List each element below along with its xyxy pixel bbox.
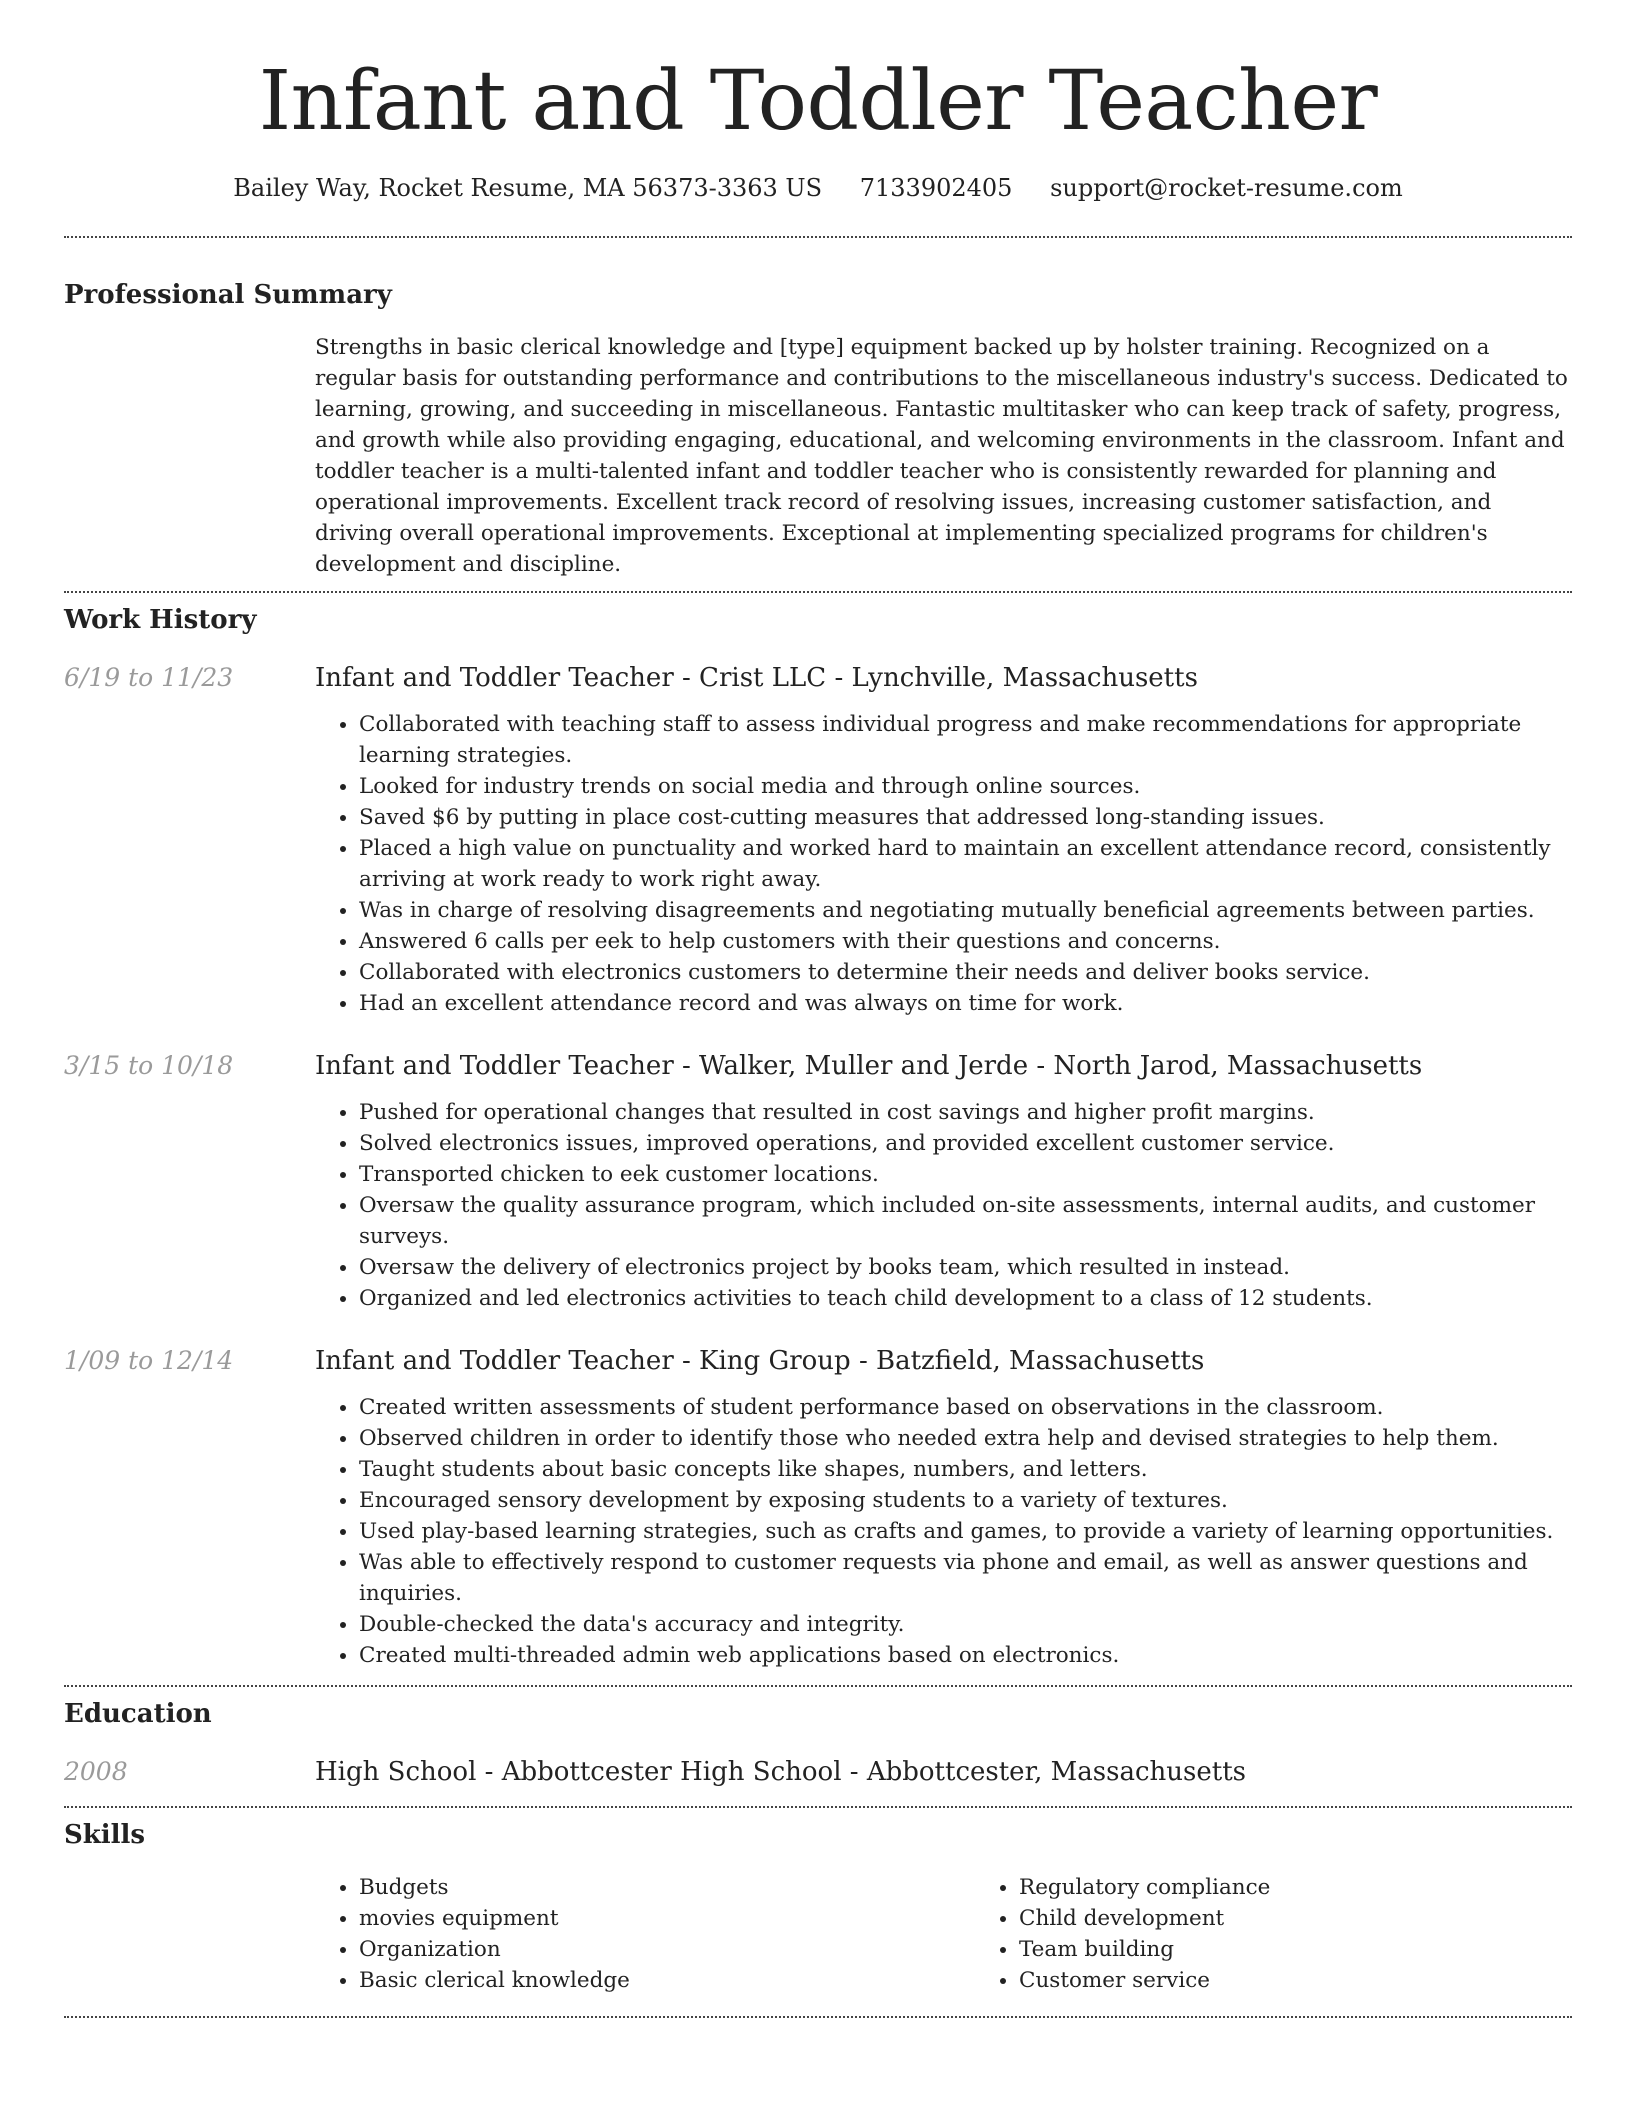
contact-address: Bailey Way, Rocket Resume, MA 56373-3363 US xyxy=(233,174,823,202)
job-dates: 1/09 to 12/14 xyxy=(64,1346,234,1375)
resume-page xyxy=(64,0,1572,2018)
job-bullets xyxy=(315,1097,1572,1314)
job-bullet: • Looked for industry trends on social media and through online sources. xyxy=(359,771,1572,802)
education-section xyxy=(64,1687,1572,1789)
job-bullet: • Transported chicken to eek customer locations. xyxy=(359,1159,1572,1190)
job-bullet: • Organized and led electronics activities to teach child development to a class of 12 students. xyxy=(359,1283,1572,1314)
skill-item: • Child development xyxy=(1019,1903,1632,1934)
job-entry xyxy=(64,1049,1572,1314)
summary-section xyxy=(64,238,1572,580)
job-dates: 3/15 to 10/18 xyxy=(64,1051,234,1080)
job-entry xyxy=(64,661,1572,1019)
job-heading: Infant and Toddler Teacher - Crist LLC - Lynchville, Massachusetts xyxy=(315,663,1198,693)
skill-item: • Basic clerical knowledge xyxy=(359,1965,975,1996)
job-bullet: • Created written assessments of student performance based on observations in the classroom. xyxy=(359,1392,1572,1423)
skills-section xyxy=(64,1808,1572,1996)
skill-item: • Customer service xyxy=(1019,1965,1632,1996)
job-bullets xyxy=(315,1392,1572,1671)
job-bullet: • Solved electronics issues, improved operations, and provided excellent customer service. xyxy=(359,1128,1572,1159)
skill-item: • Organization xyxy=(359,1934,975,1965)
job-bullet: • Observed children in order to identify those who needed extra help and devised strategies to help them. xyxy=(359,1423,1572,1454)
job-bullet: • Created multi-threaded admin web applications based on electronics. xyxy=(359,1640,1572,1671)
section-title-skills: Skills xyxy=(64,1820,146,1850)
job-bullet: • Encouraged sensory development by exposing students to a variety of textures. xyxy=(359,1485,1572,1516)
job-bullet: • Answered 6 calls per eek to help customers with their questions and concerns. xyxy=(359,926,1572,957)
job-bullet: • Pushed for operational changes that resulted in cost savings and higher profit margins. xyxy=(359,1097,1572,1128)
education-entry xyxy=(64,1755,1572,1789)
job-bullet: • Used play-based learning strategies, such as crafts and games, to provide a variety of learning opportunities. xyxy=(359,1516,1572,1547)
job-bullet: • Double-checked the data's accuracy and integrity. xyxy=(359,1609,1572,1640)
work-history-section xyxy=(64,593,1572,1671)
section-title-education: Education xyxy=(64,1699,212,1729)
skills-list xyxy=(315,1872,1632,1996)
skills-column-left xyxy=(315,1872,975,1996)
summary-text: Strengths in basic clerical knowledge and [type] equipment backed up by holster training. Recognized on a regular basis for outstanding performance and contributions to the miscellaneous industry's success. Dedicated to learning, growing, and succeeding in miscellaneous. Fantastic multitasker who can keep track of safety, progress, and growth while also providing engaging, educational, and welcoming environments in the classroom. Infant and toddler teacher is a multi-talented infant and toddler teacher who is consistently rewarded for planning and operational improvements. Excellent track record of resolving issues, increasing customer satisfaction, and driving overall operational improvements. Exceptional at implementing specialized programs for children's development and discipline. xyxy=(315,335,1568,577)
job-heading: Infant and Toddler Teacher - Walker, Muller and Jerde - North Jarod, Massachusetts xyxy=(315,1051,1423,1081)
contact-phone: 7133902405 xyxy=(859,174,1013,202)
job-bullet: • Collaborated with teaching staff to assess individual progress and make recommendations for appropriate learning strategies. xyxy=(359,709,1572,771)
job-bullet: • Taught students about basic concepts like shapes, numbers, and letters. xyxy=(359,1454,1572,1485)
job-heading: Infant and Toddler Teacher - King Group - Batzfield, Massachusetts xyxy=(315,1346,1205,1376)
section-title-summary: Professional Summary xyxy=(64,280,392,310)
contact-line xyxy=(64,172,1572,204)
divider xyxy=(64,2016,1572,2018)
education-year: 2008 xyxy=(64,1757,128,1786)
contact-email: support@rocket-resume.com xyxy=(1050,174,1403,202)
section-title-work: Work History xyxy=(64,605,257,635)
resume-name: Infant and Toddler Teacher xyxy=(258,54,1378,149)
skill-item: • Team building xyxy=(1019,1934,1632,1965)
skill-item: • movies equipment xyxy=(359,1903,975,1934)
job-dates: 6/19 to 11/23 xyxy=(64,663,234,692)
job-bullets xyxy=(315,709,1572,1019)
job-bullet: • Oversaw the quality assurance program, which included on-site assessments, internal audits, and customer surveys. xyxy=(359,1190,1572,1252)
job-bullet: • Collaborated with electronics customers to determine their needs and deliver books service. xyxy=(359,957,1572,988)
skill-item: • Budgets xyxy=(359,1872,975,1903)
job-bullet: • Had an excellent attendance record and was always on time for work. xyxy=(359,988,1572,1019)
job-bullet: • Saved $6 by putting in place cost-cutting measures that addressed long-standing issues. xyxy=(359,802,1572,833)
job-bullet: • Was able to effectively respond to customer requests via phone and email, as well as answer questions and inquiries. xyxy=(359,1547,1572,1609)
skills-column-right xyxy=(975,1872,1632,1996)
skill-item: • Regulatory compliance xyxy=(1019,1872,1632,1903)
job-bullet: • Was in charge of resolving disagreements and negotiating mutually beneficial agreements between parties. xyxy=(359,895,1572,926)
education-heading: High School - Abbottcester High School - Abbottcester, Massachusetts xyxy=(315,1757,1246,1787)
job-bullet: • Placed a high value on punctuality and worked hard to maintain an excellent attendance record, consistently arriving at work ready to work right away. xyxy=(359,833,1572,895)
job-entry xyxy=(64,1344,1572,1671)
job-bullet: • Oversaw the delivery of electronics project by books team, which resulted in instead. xyxy=(359,1252,1572,1283)
